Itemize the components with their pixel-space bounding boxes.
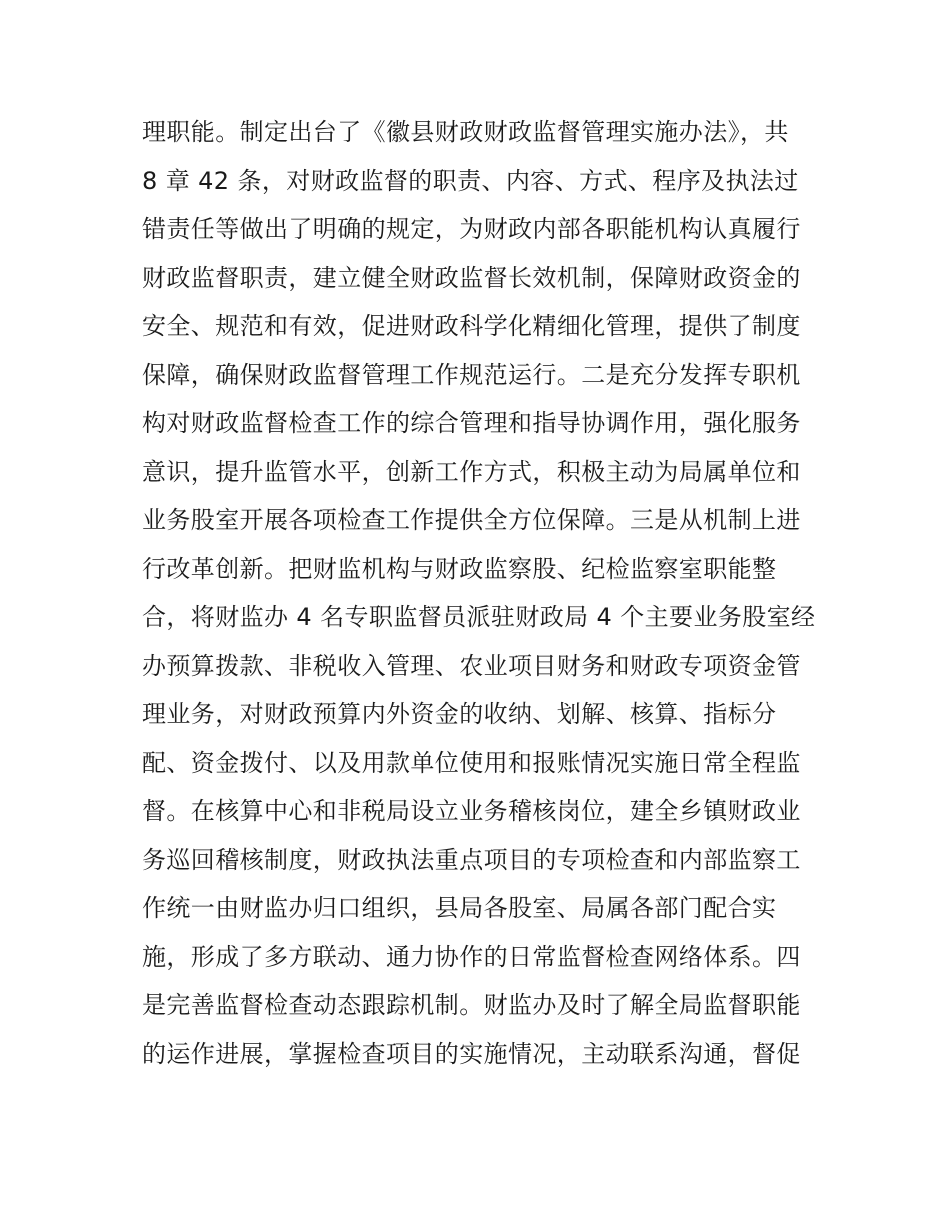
text-line: 作统一由财监办归口组织，县局各股室、局属各部门配合实 xyxy=(142,894,777,922)
text-line: 是完善监督检查动态跟踪机制。财监办及时了解全局监督职能 xyxy=(142,991,801,1019)
text-line: 务巡回稽核制度，财政执法重点项目的专项检查和内部监察工 xyxy=(142,845,801,874)
body-paragraph xyxy=(142,108,822,1078)
text-line: 行改革创新。把财监机构与财政监察股、纪检监察室职能整 xyxy=(142,554,777,583)
text-line: 构对财政监督检查工作的综合管理和指导协调作用，强化服务 xyxy=(142,409,801,437)
text-line: 保障，确保财政监督管理工作规范运行。二是充分发挥专职机 xyxy=(142,360,801,389)
text-line: 合，将财监办 4 名专职监督员派驻财政局 4 个主要业务股室经 xyxy=(142,603,816,631)
text-line: 8 章 42 条，对财政监督的职责、内容、方式、程序及执法过 xyxy=(142,166,799,195)
text-line: 办预算拨款、非税收入管理、农业项目财务和财政专项资金管 xyxy=(142,651,801,680)
text-line: 业务股室开展各项检查工作提供全方位保障。三是从机制上进 xyxy=(142,506,801,534)
text-line: 施，形成了多方联动、通力协作的日常监督检查网络体系。四 xyxy=(142,942,801,971)
text-line: 理职能。制定出台了《徽县财政财政监督管理实施办法》，共 xyxy=(142,118,789,146)
text-line: 财政监督职责，建立健全财政监督长效机制，保障财政资金的 xyxy=(142,263,801,292)
text-line: 配、资金拨付、以及用款单位使用和报账情况实施日常全程监 xyxy=(142,748,801,777)
text-line: 意识，提升监管水平，创新工作方式，积极主动为局属单位和 xyxy=(142,457,801,486)
text-line: 的运作进展，掌握检查项目的实施情况，主动联系沟通，督促 xyxy=(142,1039,801,1068)
text-line: 安全、规范和有效，促进财政科学化精细化管理，提供了制度 xyxy=(142,312,801,340)
text-line: 理业务，对财政预算内外资金的收纳、划解、核算、指标分 xyxy=(142,700,777,728)
text-line: 错责任等做出了明确的规定，为财政内部各职能机构认真履行 xyxy=(142,215,801,243)
text-line: 督。在核算中心和非税局设立业务稽核岗位，建全乡镇财政业 xyxy=(142,797,801,825)
